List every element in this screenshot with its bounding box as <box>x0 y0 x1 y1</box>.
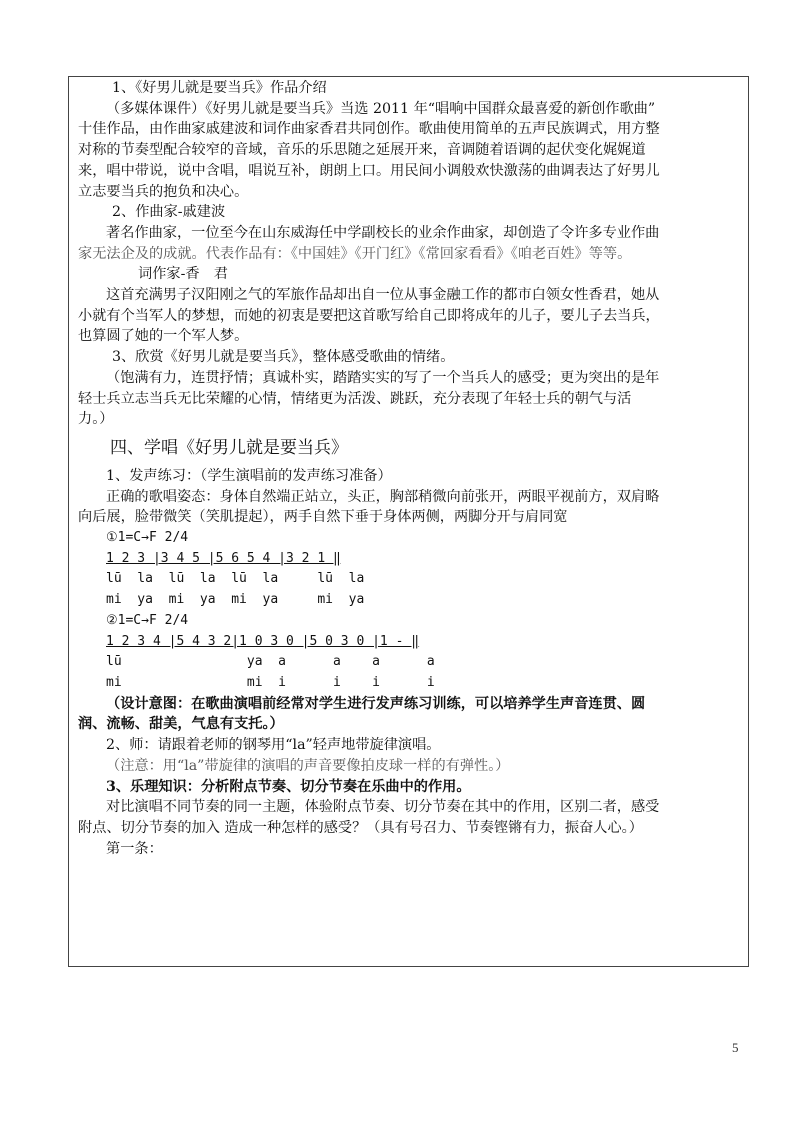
teacher-instruction: 2、师：请跟着老师的钢琴用“la”轻声地带旋律演唱。 <box>106 737 441 754</box>
section2-line: 家无法企及的成就。代表作品有：《中国娃》《开门红》《常回家看看》《咱老百姓》等等。 <box>78 245 632 262</box>
section1-line: （多媒体课件）《好男儿就是要当兵》当选 2011 年“唱响中国群众最喜爱的新创作歌曲” <box>106 100 656 117</box>
teacher-note: （注意：用“la”带旋律的演唱的声音要像拍皮球一样的有弹性。） <box>106 757 510 774</box>
exercise1-key: ①1=C→F 2/4 <box>106 530 189 546</box>
section1-line: 来，唱中带说，说中含唱，唱说互补，朗朗上口。用民间小调般欢快激荡的曲调表达了好男儿 <box>78 162 660 179</box>
exercise1-notes: 1 2 3 |3 4 5 |5 6 5 4 |3 2 1 ‖ <box>106 550 341 566</box>
section3-line: 力。） <box>78 411 114 428</box>
section2-line: 小就有个当军人的梦想，而她的初衷是要把这首歌写给自己即将成年的儿子，要儿子去当兵， <box>78 307 660 324</box>
section2-line: 这首充满男子汉阳刚之气的军旅作品却出自一位从事金融工作的都市白领女性香君，她从 <box>106 287 660 304</box>
exercise2-syllables: lū ya a a a a <box>106 654 435 670</box>
design-intent-line: （设计意图：在歌曲演唱前经常对学生进行发声练习训练，可以培养学生声音连贯、圆 <box>106 695 646 712</box>
section3-line: 轻士兵立志当兵无比荣耀的心情，情绪更为活泼、跳跃，充分表现了年轻士兵的朝气与活 <box>78 390 632 407</box>
section2-title: 2、作曲家-戚建波 <box>112 204 226 221</box>
page-number: 5 <box>732 1040 739 1055</box>
exercise2-key: ②1=C→F 2/4 <box>106 612 189 628</box>
section3-line: （饱满有力，连贯抒情；真诚朴实，踏踏实实的写了一个当兵人的感受；更为突出的是年 <box>106 369 660 386</box>
section2-line: 也算圆了她的一个军人梦。 <box>78 328 249 345</box>
posture-line: 正确的歌唱姿态：身体自然端正站立，头正，胸部稍微向前张开，两眼平视前方，双肩略 <box>106 488 660 505</box>
exercise1-syllables: mi ya mi ya mi ya mi ya <box>106 592 365 608</box>
section3-title: 3、欣赏《好男儿就是要当兵》，整体感受歌曲的情绪。 <box>112 349 455 366</box>
exercise2-syllables: mi mi i i i i <box>106 674 435 690</box>
section1-line: 十佳作品，由作曲家戚建波和词作曲家香君共同创作。歌曲使用简单的五声民族调式，用方整 <box>78 121 660 138</box>
exercise1-syllables: lū la lū la lū la lū la <box>106 571 365 587</box>
lyricist-title: 词作家-香 君 <box>138 266 228 283</box>
section1-line: 立志要当兵的抱负和决心。 <box>78 183 249 200</box>
design-intent-line: 润、流畅、甜美，气息有支托。） <box>78 716 284 733</box>
exercise2-notes: 1 2 3 4 |5 4 3 2|1 0 3 0 |5 0 3 0 |1 - ‖ <box>106 633 420 649</box>
part4-heading: 四、学唱《好男儿就是要当兵》 <box>110 437 348 458</box>
music-theory-title: 3、乐理知识：分析附点节奏、切分节奏在乐曲中的作用。 <box>106 778 471 795</box>
posture-line: 向后展，脸带微笑（笑肌提起），两手自然下垂于身体两侧，两脚分开与肩同宽 <box>78 509 568 526</box>
section1-title: 1、《好男儿就是要当兵》作品介绍 <box>112 80 327 96</box>
exercise-item: 1、发声练习：（学生演唱前的发声练习准备） <box>106 467 392 484</box>
document-body <box>78 78 738 859</box>
music-theory-line: 附点、切分节奏的加入 造成一种怎样的感受？（具有号召力、节奏铿锵有力，振奋人心。） <box>78 819 643 836</box>
section1-line: 对称的节奏型配合较窄的音域，音乐的乐思随之延展开来，音调随着语调的起伏变化娓娓道 <box>78 142 646 159</box>
music-theory-line: 对比演唱不同节奏的同一主题，体验附点节奏、切分节奏在其中的作用，区别二者，感受 <box>106 799 660 816</box>
section2-line: 著名作曲家，一位至今在山东威海任中学副校长的业余作曲家，却创造了令许多专业作曲 <box>106 224 660 241</box>
first-item-label: 第一条： <box>106 840 163 857</box>
